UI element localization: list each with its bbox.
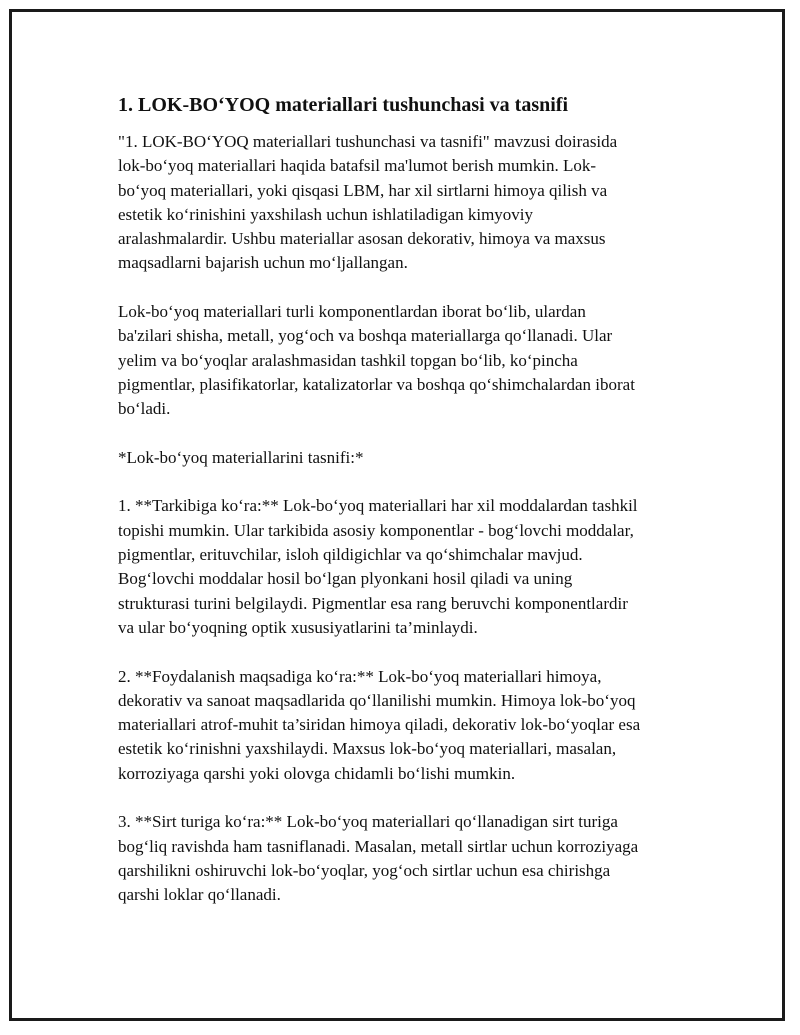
- text-line: pigmentlar, erituvchilar, isloh qildigichlar va qo‘shimchalar mavjud.: [118, 545, 583, 565]
- text-line: 1. **Tarkibiga ko‘ra:** Lok-bo‘yoq materiallari har xil moddalardan tashkil: [118, 496, 638, 516]
- text-line: ba'zilari shisha, metall, yog‘och va boshqa materiallarga qo‘llanadi. Ular: [118, 326, 613, 346]
- paragraph-intro: [118, 130, 703, 276]
- text-line: Lok-bo‘yoq materiallari turli komponentlardan iborat bo‘lib, ulardan: [118, 302, 586, 322]
- text-line: materiallari atrof-muhit ta’siridan himoya qiladi, dekorativ lok-bo‘yoqlar esa: [118, 715, 641, 735]
- paragraph-by-purpose: [118, 665, 703, 786]
- text-line: lok-bo‘yoq materiallari haqida batafsil ma'lumot berish mumkin. Lok-: [118, 156, 597, 176]
- text-line: qarshilikni oshiruvchi lok-bo‘yoqlar, yog‘och sirtlar uchun esa chirishga: [118, 860, 611, 880]
- text-line: korroziyaga qarshi yoki olovga chidamli bo‘lishi mumkin.: [118, 763, 516, 783]
- text-line: "1. LOK-BO‘YOQ materiallari tushunchasi va tasnifi" mavzusi doirasida: [118, 132, 618, 151]
- paragraph-classification-heading: [118, 446, 703, 470]
- text-line: qarshi loklar qo‘llanadi.: [118, 885, 281, 905]
- document-body: [118, 92, 703, 932]
- paragraph-components: [118, 300, 703, 421]
- text-line: aralashmalardir. Ushbu materiallar asosan dekorativ, himoya va maxsus: [118, 229, 606, 249]
- text-line: pigmentlar, plasifikatorlar, katalizatorlar va boshqa qo‘shimchalardan iborat: [118, 374, 635, 394]
- text-line: strukturasi turini belgilaydi. Pigmentlar esa rang beruvchi komponentlardir: [118, 593, 628, 613]
- text-line: topishi mumkin. Ular tarkibida asosiy komponentlar - bog‘lovchi moddalar,: [118, 520, 634, 540]
- text-line: 2. **Foydalanish maqsadiga ko‘ra:** Lok-bo‘yoq materiallari himoya,: [118, 666, 602, 686]
- text-line: *Lok-bo‘yoq materiallarini tasnifi:*: [118, 447, 364, 467]
- paragraph-by-composition: [118, 494, 703, 640]
- text-line: yelim va bo‘yoqlar aralashmasidan tashkil topgan bo‘lib, ko‘pincha: [118, 350, 578, 370]
- text-line: maqsadlarni bajarish uchun mo‘ljallangan.: [118, 253, 408, 273]
- text-line: estetik ko‘rinishni yaxshilaydi. Maxsus lok-bo‘yoq materiallari, masalan,: [118, 739, 617, 759]
- text-line: bog‘liq ravishda ham tasniflanadi. Masalan, metall sirtlar uchun korroziyaga: [118, 836, 639, 856]
- text-line: bo‘ladi.: [118, 399, 171, 419]
- text-line: estetik ko‘rinishini yaxshilash uchun ishlatiladigan kimyoviy: [118, 204, 534, 224]
- text-line: dekorativ va sanoat maqsadlarida qo‘llanilishi mumkin. Himoya lok-bo‘yoq: [118, 690, 636, 710]
- text-line: va ular bo‘yoqning optik xususiyatlarini ta’minlaydi.: [118, 617, 478, 637]
- text-line: 3. **Sirt turiga ko‘ra:** Lok-bo‘yoq materiallari qo‘llanadigan sirt turiga: [118, 812, 618, 832]
- paragraph-by-surface: [118, 810, 703, 907]
- text-line: bo‘yoq materiallari, yoki qisqasi LBM, har xil sirtlarni himoya qilish va: [118, 180, 608, 200]
- document-title: 1. LOK-BO‘YOQ materiallari tushunchasi va tasnifi: [118, 94, 569, 116]
- text-line: Bog‘lovchi moddalar hosil bo‘lgan plyonkani hosil qiladi va uning: [118, 569, 573, 589]
